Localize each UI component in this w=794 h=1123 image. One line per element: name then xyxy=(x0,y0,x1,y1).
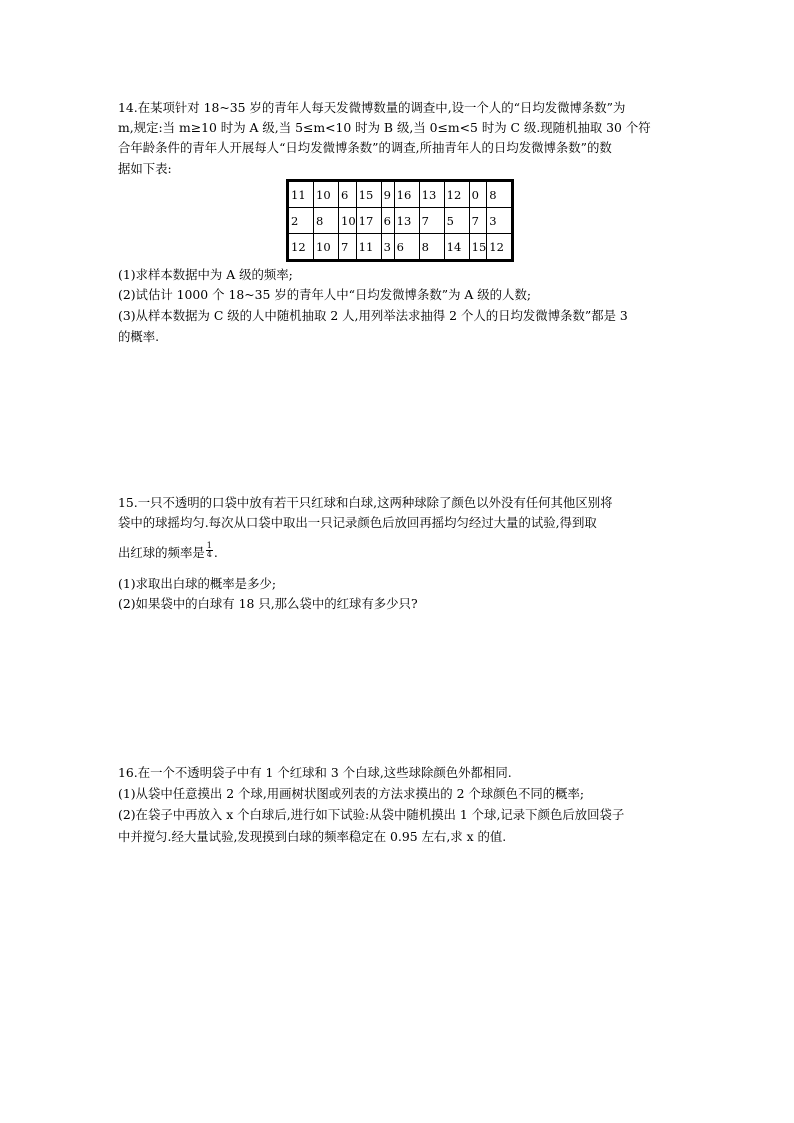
table-cell: 5 xyxy=(444,208,469,234)
table-cell: 6 xyxy=(394,234,419,261)
table-cell: 0 xyxy=(469,181,487,208)
table-cell: 12 xyxy=(487,234,513,261)
table-cell: 15 xyxy=(469,234,487,261)
table-cell: 12 xyxy=(288,234,314,261)
table-cell: 6 xyxy=(381,208,394,234)
table-cell: 8 xyxy=(314,208,339,234)
table-cell: 7 xyxy=(419,208,444,234)
q14-line-3: 合年龄条件的青年人开展每人“日均发微博条数”的调查,所抽青年人的日均发微博条数”的数 xyxy=(118,140,612,155)
table-cell: 14 xyxy=(444,234,469,261)
table-cell: 11 xyxy=(288,181,314,208)
q15-line-3-end: . xyxy=(213,545,218,560)
q15-part-1: (1)求取出白球的概率是多少; xyxy=(118,576,277,591)
q16-part-2-line-1: (2)在袋子中再放入 x 个白球后,进行如下试验:从袋中随机摸出 1 个球,记录下颜色后放回袋子 xyxy=(118,807,625,822)
table-row xyxy=(288,234,513,261)
q15-line-3 xyxy=(118,541,218,562)
q15-part-2: (2)如果袋中的白球有 18 只,那么袋中的红球有多少只? xyxy=(118,596,418,611)
q14-line-2: m,规定:当 m≥10 时为 A 级,当 5≤m<10 时为 B 级,当 0≤m<5 时为 C 级.现随机抽取 30 个符 xyxy=(118,120,651,135)
q15-line-3-text: 出红球的频率是 xyxy=(118,545,205,560)
q14-part-3-line-2: 的概率. xyxy=(118,329,160,344)
fraction-denominator: 4 xyxy=(206,550,212,559)
table-cell: 13 xyxy=(394,208,419,234)
table-row xyxy=(288,208,513,234)
q15-line-1: 15.一只不透明的口袋中放有若干只红球和白球,这两种球除了颜色以外没有任何其他区别将 xyxy=(118,495,613,510)
q16-part-1: (1)从袋中任意摸出 2 个球,用画树状图或列表的方法求摸出的 2 个球颜色不同的概率; xyxy=(118,786,585,801)
table-cell: 9 xyxy=(381,181,394,208)
table-cell: 12 xyxy=(444,181,469,208)
table-cell: 2 xyxy=(288,208,314,234)
table-cell: 15 xyxy=(356,181,381,208)
q14-part-2: (2)试估计 1000 个 18~35 岁的青年人中“日均发微博条数”为 A 级的人数; xyxy=(118,287,532,302)
table-cell: 3 xyxy=(487,208,513,234)
table-cell: 3 xyxy=(381,234,394,261)
q15-line-2: 袋中的球摇均匀.每次从口袋中取出一只记录颜色后放回再摇均匀经过大量的试验,得到取 xyxy=(118,515,597,530)
q14-part-3-line-1: (3)从样本数据为 C 级的人中随机抽取 2 人,用列举法求抽得 2 个人的日均发微博条数”都是 3 xyxy=(118,308,628,323)
table-cell: 11 xyxy=(356,234,381,261)
q14-data-table xyxy=(286,179,514,262)
table-row xyxy=(288,181,513,208)
table-cell: 17 xyxy=(356,208,381,234)
table-cell: 6 xyxy=(339,181,357,208)
table-cell: 8 xyxy=(419,234,444,261)
table-cell: 7 xyxy=(469,208,487,234)
q14-line-4: 据如下表: xyxy=(118,161,172,176)
table-cell: 10 xyxy=(339,208,357,234)
table-cell: 16 xyxy=(394,181,419,208)
q16-part-2-line-2: 中并搅匀.经大量试验,发现摸到白球的频率稳定在 0.95 左右,求 x 的值. xyxy=(118,829,507,844)
table-cell: 10 xyxy=(314,234,339,261)
fraction-numerator: 1 xyxy=(206,541,212,550)
table-cell: 7 xyxy=(339,234,357,261)
table-cell: 8 xyxy=(487,181,513,208)
q14-line-1: 14.在某项针对 18~35 岁的青年人每天发微博数量的调查中,设一个人的“日均发微博条数”为 xyxy=(118,100,626,115)
q14-part-1: (1)求样本数据中为 A 级的频率; xyxy=(118,267,293,282)
q16-line-1: 16.在一个不透明袋子中有 1 个红球和 3 个白球,这些球除颜色外都相同. xyxy=(118,765,512,780)
table-cell: 10 xyxy=(314,181,339,208)
fraction-one-quarter xyxy=(206,542,213,559)
table-cell: 13 xyxy=(419,181,444,208)
